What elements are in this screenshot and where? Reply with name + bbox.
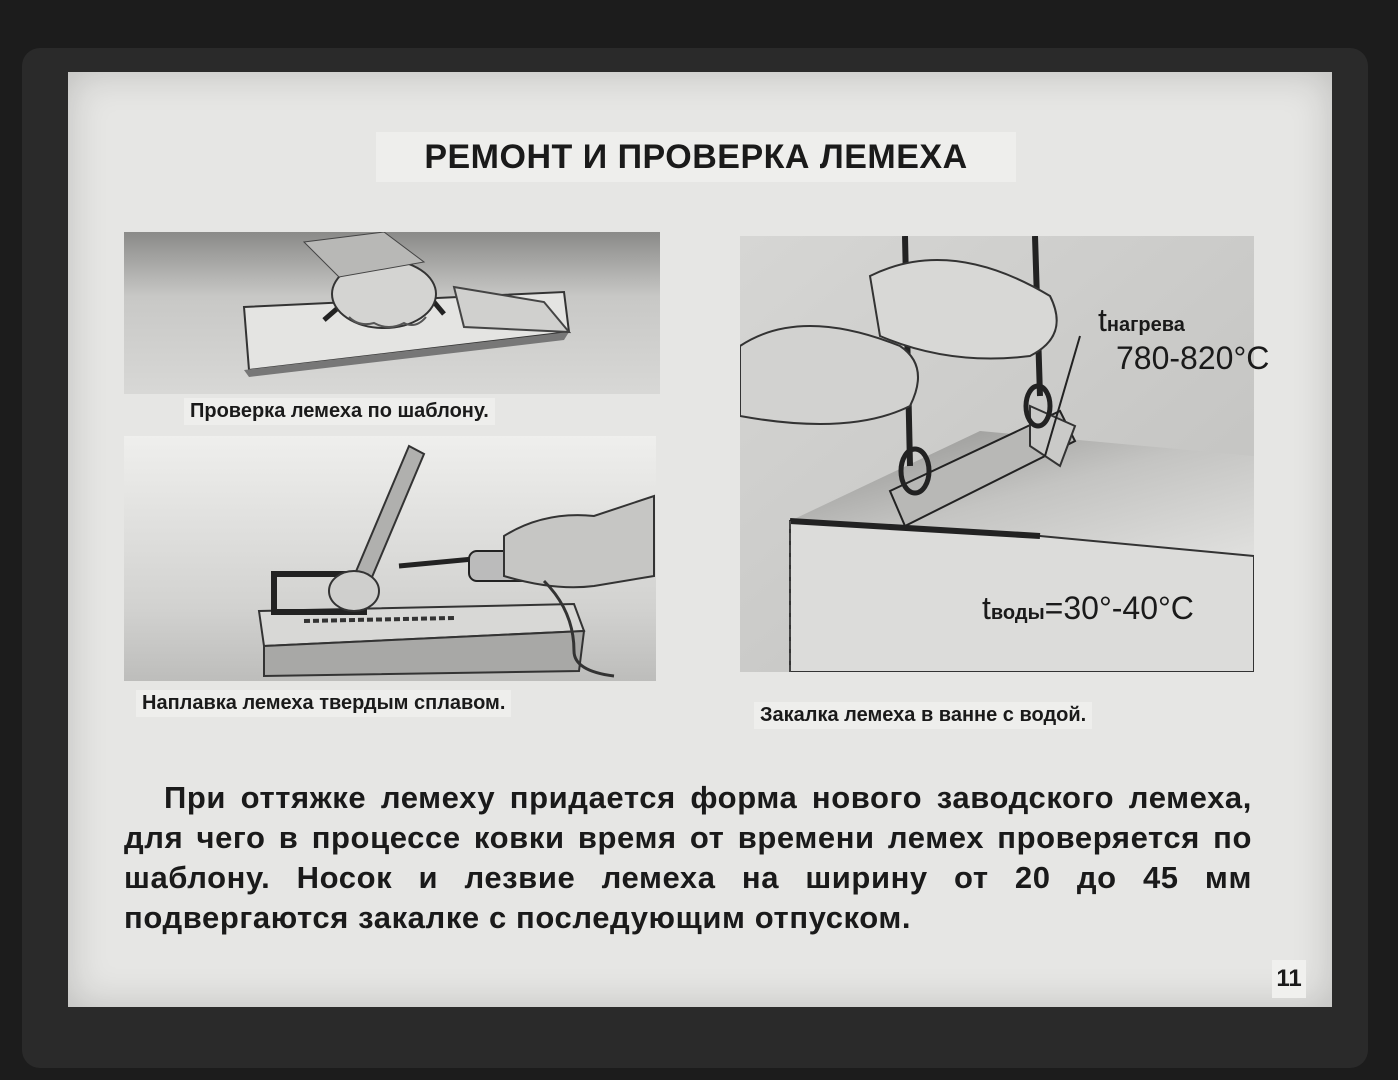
heating-subscript: нагрева (1106, 314, 1185, 336)
heating-t-symbol: t (1098, 302, 1107, 338)
heating-temperature-label (1098, 302, 1185, 339)
body-paragraph: При оттяжке лемеху придается форма нового заводского лемеха, для чего в процессе ковки время от времени лемех проверяется по шаблону. Носок и лезвие лемеха на ширину от 20 до 45 мм подвергаются закалке с последующим отпуском. (124, 780, 1252, 935)
hardfacing-illustration (124, 436, 656, 681)
template-check-illustration (124, 232, 660, 394)
water-temperature-label (982, 590, 1194, 627)
page-number: 11 (1272, 960, 1306, 998)
heating-temperature-value: 780-820°C (1116, 340, 1270, 376)
water-subscript: воды (990, 602, 1045, 624)
page-title: РЕМОНТ И ПРОВЕРКА ЛЕМЕХА (376, 132, 1016, 182)
water-t-symbol: t (982, 590, 991, 626)
template-check-caption: Проверка лемеха по шаблону. (184, 398, 495, 425)
quenching-caption: Закалка лемеха в ванне с водой. (754, 702, 1092, 729)
hardfacing-caption: Наплавка лемеха твердым сплавом. (136, 690, 511, 717)
water-temperature-value: =30°-40°C (1044, 590, 1194, 626)
